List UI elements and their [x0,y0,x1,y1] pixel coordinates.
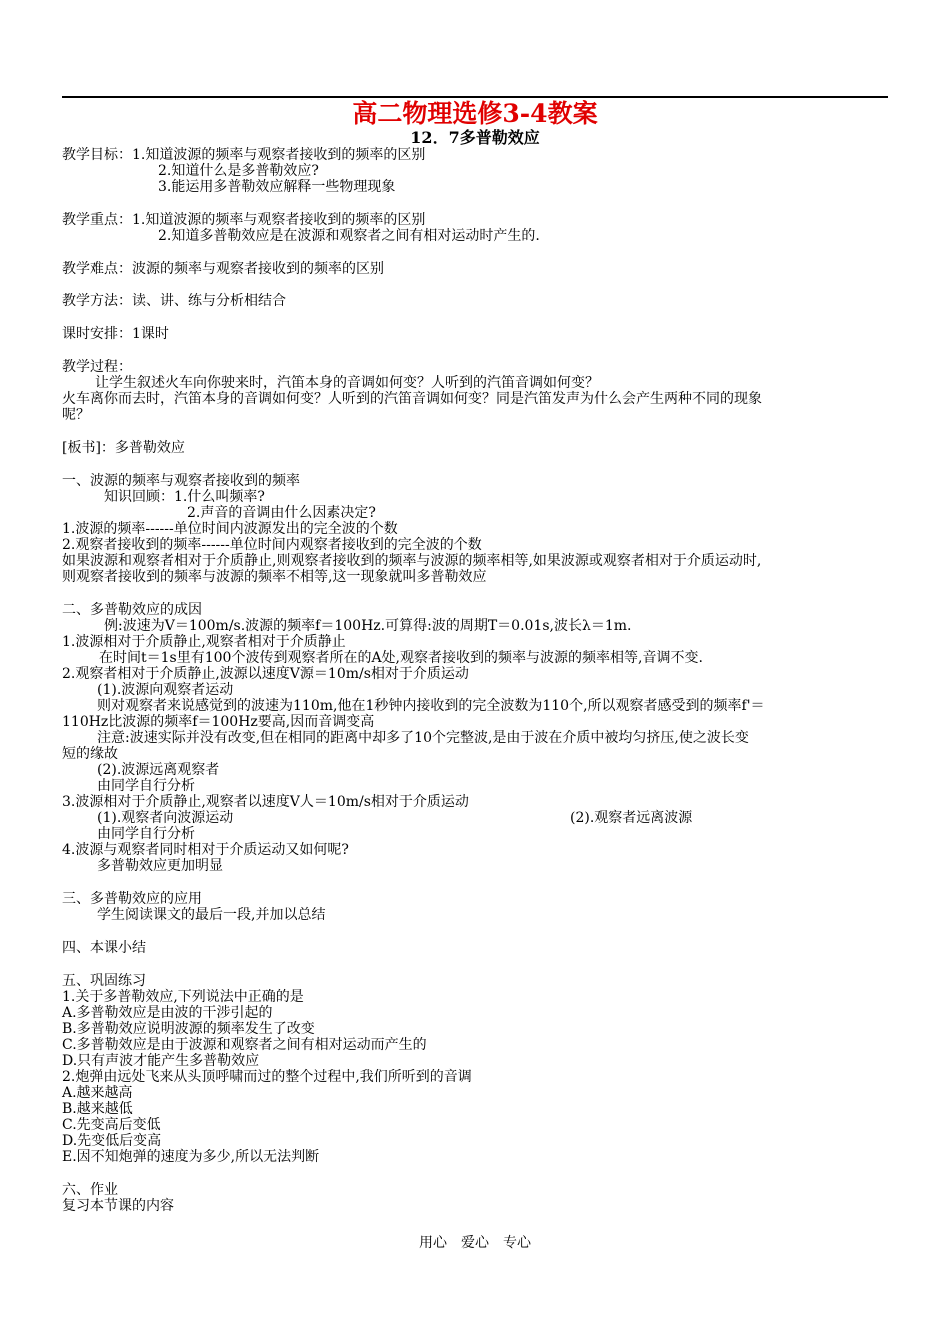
text-line: 火车离你而去时，汽笛本身的音调如何变？人听到的汽笛音调如何变？同是汽笛发声为什么会产生两种不同的现象 [62,391,762,407]
text-line: 110Hz比波源的频率f＝100Hz要高,因而音调变高 [62,714,375,730]
text-line: (2).波源远离观察者 [97,762,220,778]
text-line: 2.声音的音调由什么因素决定? [187,505,376,521]
text-line: 2.观察者接收到的频率------单位时间内观察者接收到的完全波的个数 [62,537,482,553]
section-heading: 二、多普勒效应的成因 [62,602,202,618]
text-line: (1).观察者向波源运动 [97,810,234,826]
text-line: 2.观察者相对于介质静止,波源以速度V源＝10m/s相对于介质运动 [62,666,469,682]
text-line: 呢？ [62,407,90,423]
text-line: 复习本节课的内容 [62,1198,174,1214]
text-line: (1).波源向观察者运动 [97,682,234,698]
text-line: 2.知道多普勒效应是在波源和观察者之间有相对运动时产生的. [158,228,540,244]
text-line: 3.波源相对于介质静止,观察者以速度V人＝10m/s相对于介质运动 [62,794,469,810]
text-line: 让学生叙述火车向你驶来时，汽笛本身的音调如何变？人听到的汽笛音调如何变？ [95,375,599,391]
text-line: 教学过程： [62,359,132,375]
document-title: 高二物理选修3-4教案 [352,99,598,128]
text-line: 教学方法：读、讲、练与分析相结合 [62,293,286,309]
text-line: (2).观察者远离波源 [570,810,693,826]
text-line: [板书]：多普勒效应 [62,440,185,456]
text-line: 3.能运用多普勒效应解释一些物理现象 [158,179,396,195]
answer-option: E.因不知炮弹的速度为多少,所以无法判断 [62,1149,320,1165]
text-line: 2.知道什么是多普勒效应? [158,163,319,179]
question-text: 2.炮弹由远处飞来从头顶呼啸而过的整个过程中,我们所听到的音调 [62,1069,472,1085]
text-line: 多普勒效应更加明显 [97,858,223,874]
text-line: 则对观察者来说感觉到的波速为110m,他在1秒钟内接收到的完全波数为110个,所以观察者感受到的频率f'＝ [97,698,765,714]
section-heading: 四、本课小结 [62,940,146,956]
section-heading: 三、多普勒效应的应用 [62,891,202,907]
text-line: 教学重点：1.知道波源的频率与观察者接收到的频率的区别 [62,212,426,228]
answer-option: B.多普勒效应说明波源的频率发生了改变 [62,1021,315,1037]
section-heading: 一、波源的频率与观察者接收到的频率 [62,473,300,489]
text-line: 学生阅读课文的最后一段,并加以总结 [97,907,326,923]
answer-option: C.先变高后变低 [62,1117,161,1133]
text-line: 则观察者接收到的频率与波源的频率不相等,这一现象就叫多普勒效应 [62,569,487,585]
text-line: 由同学自行分析 [97,826,195,842]
text-line: 短的缘故 [62,746,118,762]
section-heading: 五、巩固练习 [62,973,146,989]
answer-option: A.越来越高 [62,1085,133,1101]
text-line: 由同学自行分析 [97,778,195,794]
answer-option: B.越来越低 [62,1101,133,1117]
answer-option: A.多普勒效应是由波的干涉引起的 [62,1005,273,1021]
text-line: 1.波源相对于介质静止,观察者相对于介质静止 [62,634,346,650]
text-line: 如果波源和观察者相对于介质静止,则观察者接收到的频率与波源的频率相等,如果波源或观察者相对于介质运动时, [62,553,762,569]
lesson-subtitle: 12．7多普勒效应 [410,128,540,147]
section-heading: 六、作业 [62,1182,118,1198]
page-footer: 用心 爱心 专心 [419,1235,531,1251]
text-line: 教学目标：1.知道波源的频率与观察者接收到的频率的区别 [62,147,426,163]
text-line: 1.波源的频率------单位时间内波源发出的完全波的个数 [62,521,398,537]
question-text: 1.关于多普勒效应,下列说法中正确的是 [62,989,304,1005]
text-line: 注意:波速实际并没有改变,但在相同的距离中却多了10个完整波,是由于波在介质中被均匀挤压,使之波长变 [97,730,749,746]
text-line: 例:波速为V＝100m/s.波源的频率f＝100Hz.可算得:波的周期T＝0.01s,波长λ＝1m. [104,618,632,634]
text-line: 知识回顾：1.什么叫频率? [104,489,265,505]
text-line: 课时安排：1课时 [62,326,169,342]
answer-option: D.先变低后变高 [62,1133,162,1149]
text-line: 在时间t＝1s里有100个波传到观察者所在的A处,观察者接收到的频率与波源的频率相等,音调不变. [99,650,703,666]
answer-option: C.多普勒效应是由于波源和观察者之间有相对运动而产生的 [62,1037,427,1053]
answer-option: D.只有声波才能产生多普勒效应 [62,1053,260,1069]
text-line: 教学难点：波源的频率与观察者接收到的频率的区别 [62,261,384,277]
text-line: 4.波源与观察者同时相对于介质运动又如何呢? [62,842,349,858]
